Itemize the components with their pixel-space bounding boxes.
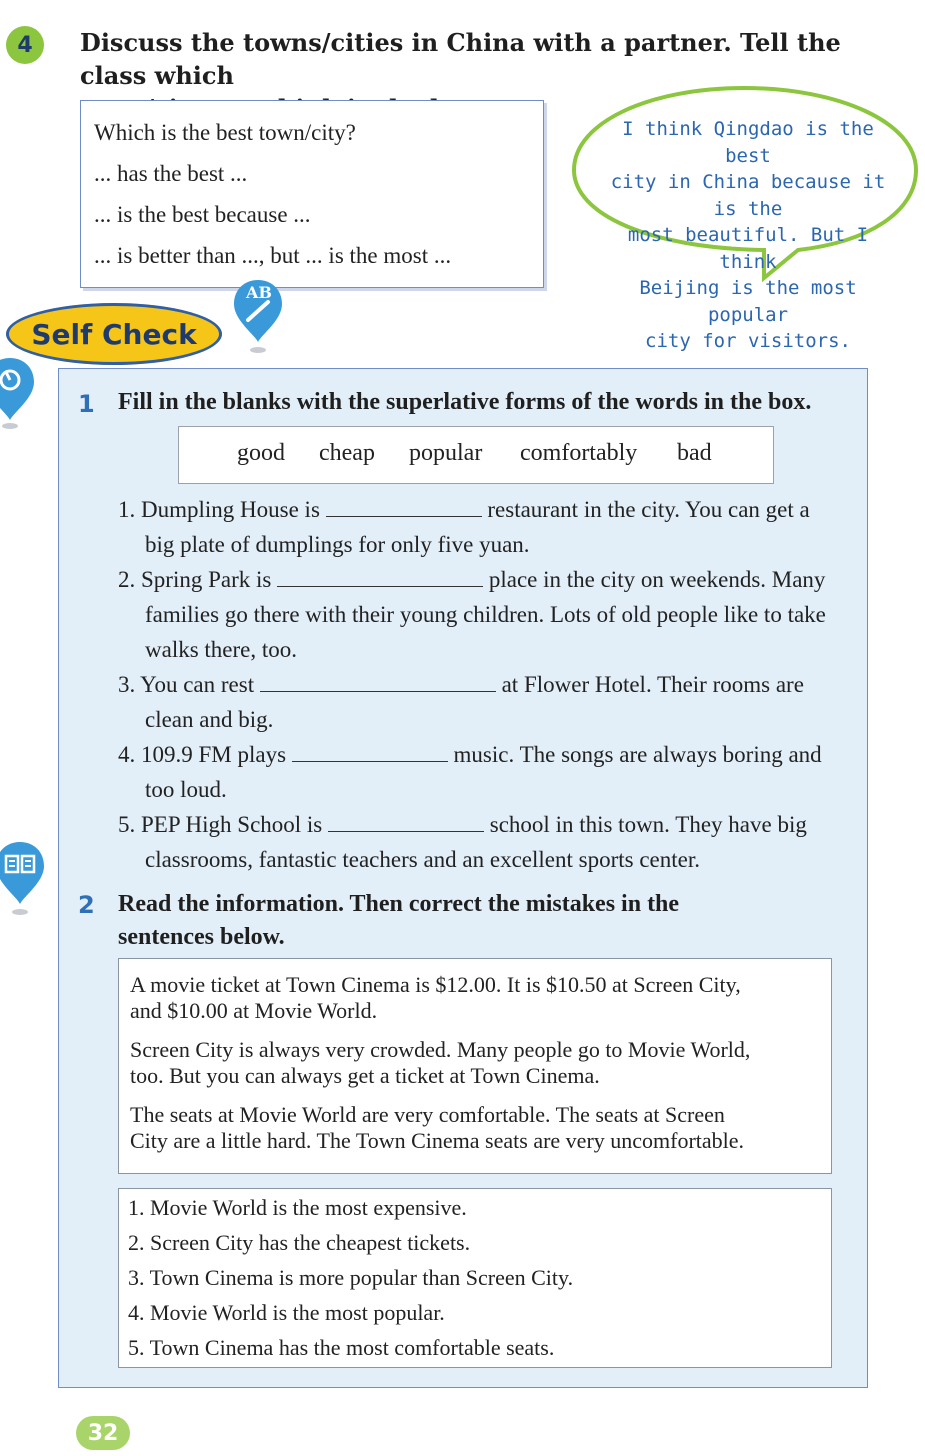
item-number: 1.	[118, 497, 136, 522]
bubble-line: city in China because it is the	[610, 171, 886, 220]
question-title-line: sentences below.	[118, 924, 285, 950]
item-continuation: classrooms, fantastic teachers and an excellent sports center.	[145, 847, 700, 872]
phrase-line: ... has the best ...	[94, 161, 248, 186]
item-number: 2.	[118, 567, 136, 592]
answer-blank[interactable]	[292, 745, 448, 762]
item-text: place in the city on weekends. Many	[488, 567, 826, 592]
bubble-line: I think Qingdao is the best	[622, 118, 874, 167]
question-title-line: Read the information. Then correct the mistakes in the	[118, 891, 680, 917]
phrase-line: Which is the best town/city?	[94, 120, 356, 145]
self-check-label: Self Check	[6, 303, 222, 365]
instruction-line: Discuss the towns/cities in China with a partner. Tell the class which	[80, 28, 841, 90]
fill-blank-item	[118, 672, 804, 698]
item-text: music. The songs are always boring and	[453, 742, 822, 767]
word-box-item: comfortably	[520, 440, 638, 466]
info-line: A movie ticket at Town Cinema is $12.00. It is $10.50 at Screen City,	[130, 972, 741, 997]
answer-blank[interactable]	[277, 570, 483, 587]
bubble-line: Beijing is the most popular	[639, 277, 857, 326]
word-box-item: bad	[677, 440, 712, 466]
info-line: Screen City is always very crowded. Many people go to Movie World,	[130, 1037, 751, 1062]
ab-icon-text: AB	[246, 283, 272, 302]
bubble-line: most beautiful. But I think	[627, 224, 869, 273]
question-title: Fill in the blanks with the superlative forms of the words in the box.	[118, 389, 812, 415]
item-continuation: clean and big.	[145, 707, 274, 732]
sentence-item: 2. Screen City has the cheapest tickets.	[128, 1230, 471, 1255]
item-continuation: families go there with their young children. Lots of old people like to take	[145, 602, 826, 627]
bubble-line: city for visitors.	[645, 330, 851, 352]
sentence-item: 4. Movie World is the most popular.	[128, 1300, 445, 1325]
item-text: at Flower Hotel. Their rooms are	[501, 672, 804, 697]
word-box-item: cheap	[319, 440, 375, 466]
fill-blank-item	[118, 742, 822, 768]
question-number: 1	[78, 390, 95, 418]
info-paragraph	[130, 972, 810, 1024]
ab-workbook-pin-icon[interactable]	[232, 278, 284, 358]
speech-bubble-text	[598, 116, 898, 355]
question-number: 2	[78, 891, 95, 919]
item-text: 109.9 FM plays	[141, 742, 287, 767]
book-pin-icon[interactable]	[0, 840, 46, 920]
answer-blank[interactable]	[326, 500, 482, 517]
info-paragraph	[130, 1102, 810, 1154]
fill-blank-item	[118, 497, 810, 523]
phrase-line: ... is better than ..., but ... is the most ...	[94, 243, 452, 268]
item-text: Dumpling House is	[141, 497, 320, 522]
info-line: too. But you can always get a ticket at Town Cinema.	[130, 1063, 600, 1088]
item-text: school in this town. They have big	[489, 812, 807, 837]
sentence-item: 1. Movie World is the most expensive.	[128, 1195, 467, 1220]
answer-blank[interactable]	[260, 675, 496, 692]
item-number: 5.	[118, 812, 136, 837]
item-text: restaurant in the city. You can get a	[487, 497, 810, 522]
sentence-item: 5. Town Cinema has the most comfortable seats.	[128, 1335, 555, 1360]
sentence-item: 3. Town Cinema is more popular than Screen City.	[128, 1265, 574, 1290]
fill-blank-item	[118, 812, 807, 838]
item-text: You can rest	[140, 672, 255, 697]
fill-blank-item	[118, 567, 825, 593]
phrase-line: ... is the best because ...	[94, 202, 311, 227]
item-continuation: big plate of dumplings for only five yuan.	[145, 532, 530, 557]
item-continuation: walks there, too.	[145, 637, 298, 662]
item-continuation: too loud.	[145, 777, 227, 802]
item-number: 3.	[118, 672, 136, 697]
exercise-number-badge: 4	[6, 26, 44, 64]
question-title	[118, 888, 858, 954]
info-paragraph	[130, 1037, 810, 1089]
word-box-item: popular	[409, 440, 483, 466]
info-line: City are a little hard. The Town Cinema seats are very uncomfortable.	[130, 1128, 745, 1153]
answer-blank[interactable]	[328, 815, 484, 832]
info-line: The seats at Movie World are very comfortable. The seats at Screen	[130, 1102, 725, 1127]
audio-pin-icon[interactable]	[0, 356, 36, 434]
page-number: 32	[76, 1416, 130, 1450]
item-text: PEP High School is	[141, 812, 323, 837]
item-number: 4.	[118, 742, 136, 767]
info-line: and $10.00 at Movie World.	[130, 998, 378, 1023]
item-text: Spring Park is	[141, 567, 272, 592]
word-box-item: good	[237, 440, 285, 466]
